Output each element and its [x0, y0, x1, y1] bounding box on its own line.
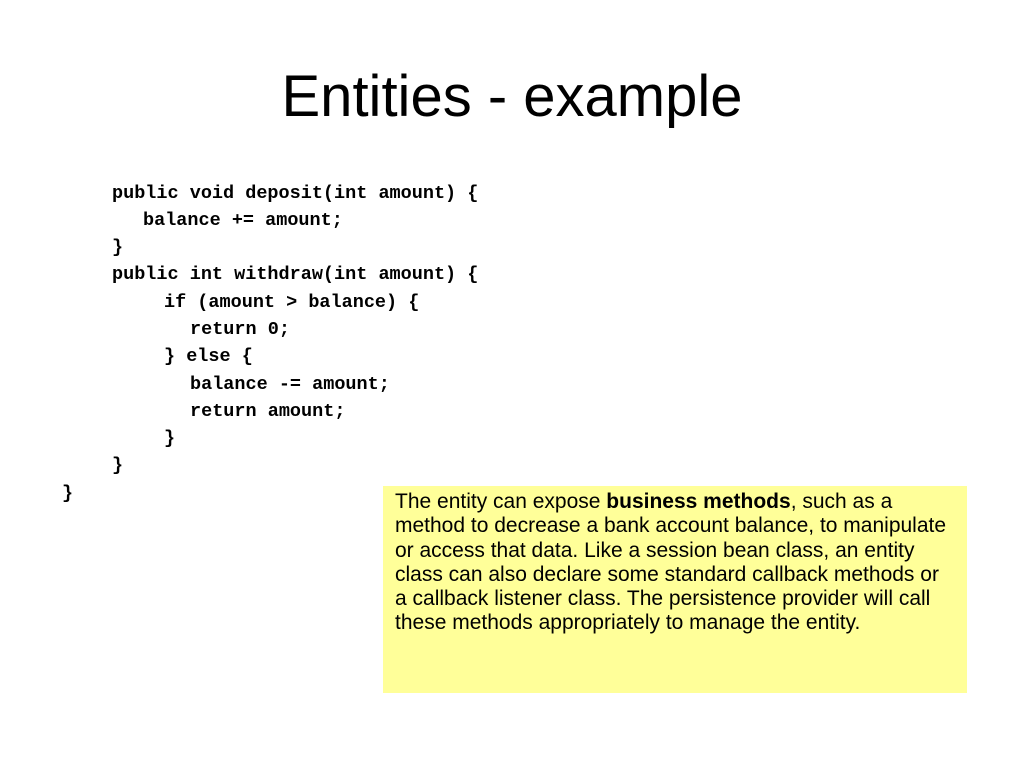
code-line: }	[112, 237, 124, 258]
code-line: if (amount > balance) {	[164, 292, 420, 313]
code-line: return 0;	[190, 319, 290, 340]
code-line: public void deposit(int amount) {	[112, 183, 479, 204]
callout-text-start: The entity can expose	[395, 490, 607, 513]
callout-box	[383, 486, 967, 693]
code-line: balance -= amount;	[190, 374, 390, 395]
code-line: return amount;	[190, 401, 346, 422]
code-line: } else {	[164, 346, 253, 367]
code-line: balance += amount;	[143, 210, 343, 231]
callout-text-bold: business methods	[606, 490, 791, 513]
code-line: }	[164, 428, 176, 449]
code-line: }	[112, 455, 124, 476]
callout-text-end: , such as a method to decrease a bank account balance, to manipulate or access that data. Like a session bean class, an entity class can also declare some standard callback methods or a callback listener class. The persistence provider will call these methods appropriately to manage the entity.	[395, 490, 947, 635]
code-line: }	[62, 483, 74, 504]
slide-title: Entities - example	[281, 64, 743, 129]
code-line: public int withdraw(int amount) {	[112, 264, 479, 285]
